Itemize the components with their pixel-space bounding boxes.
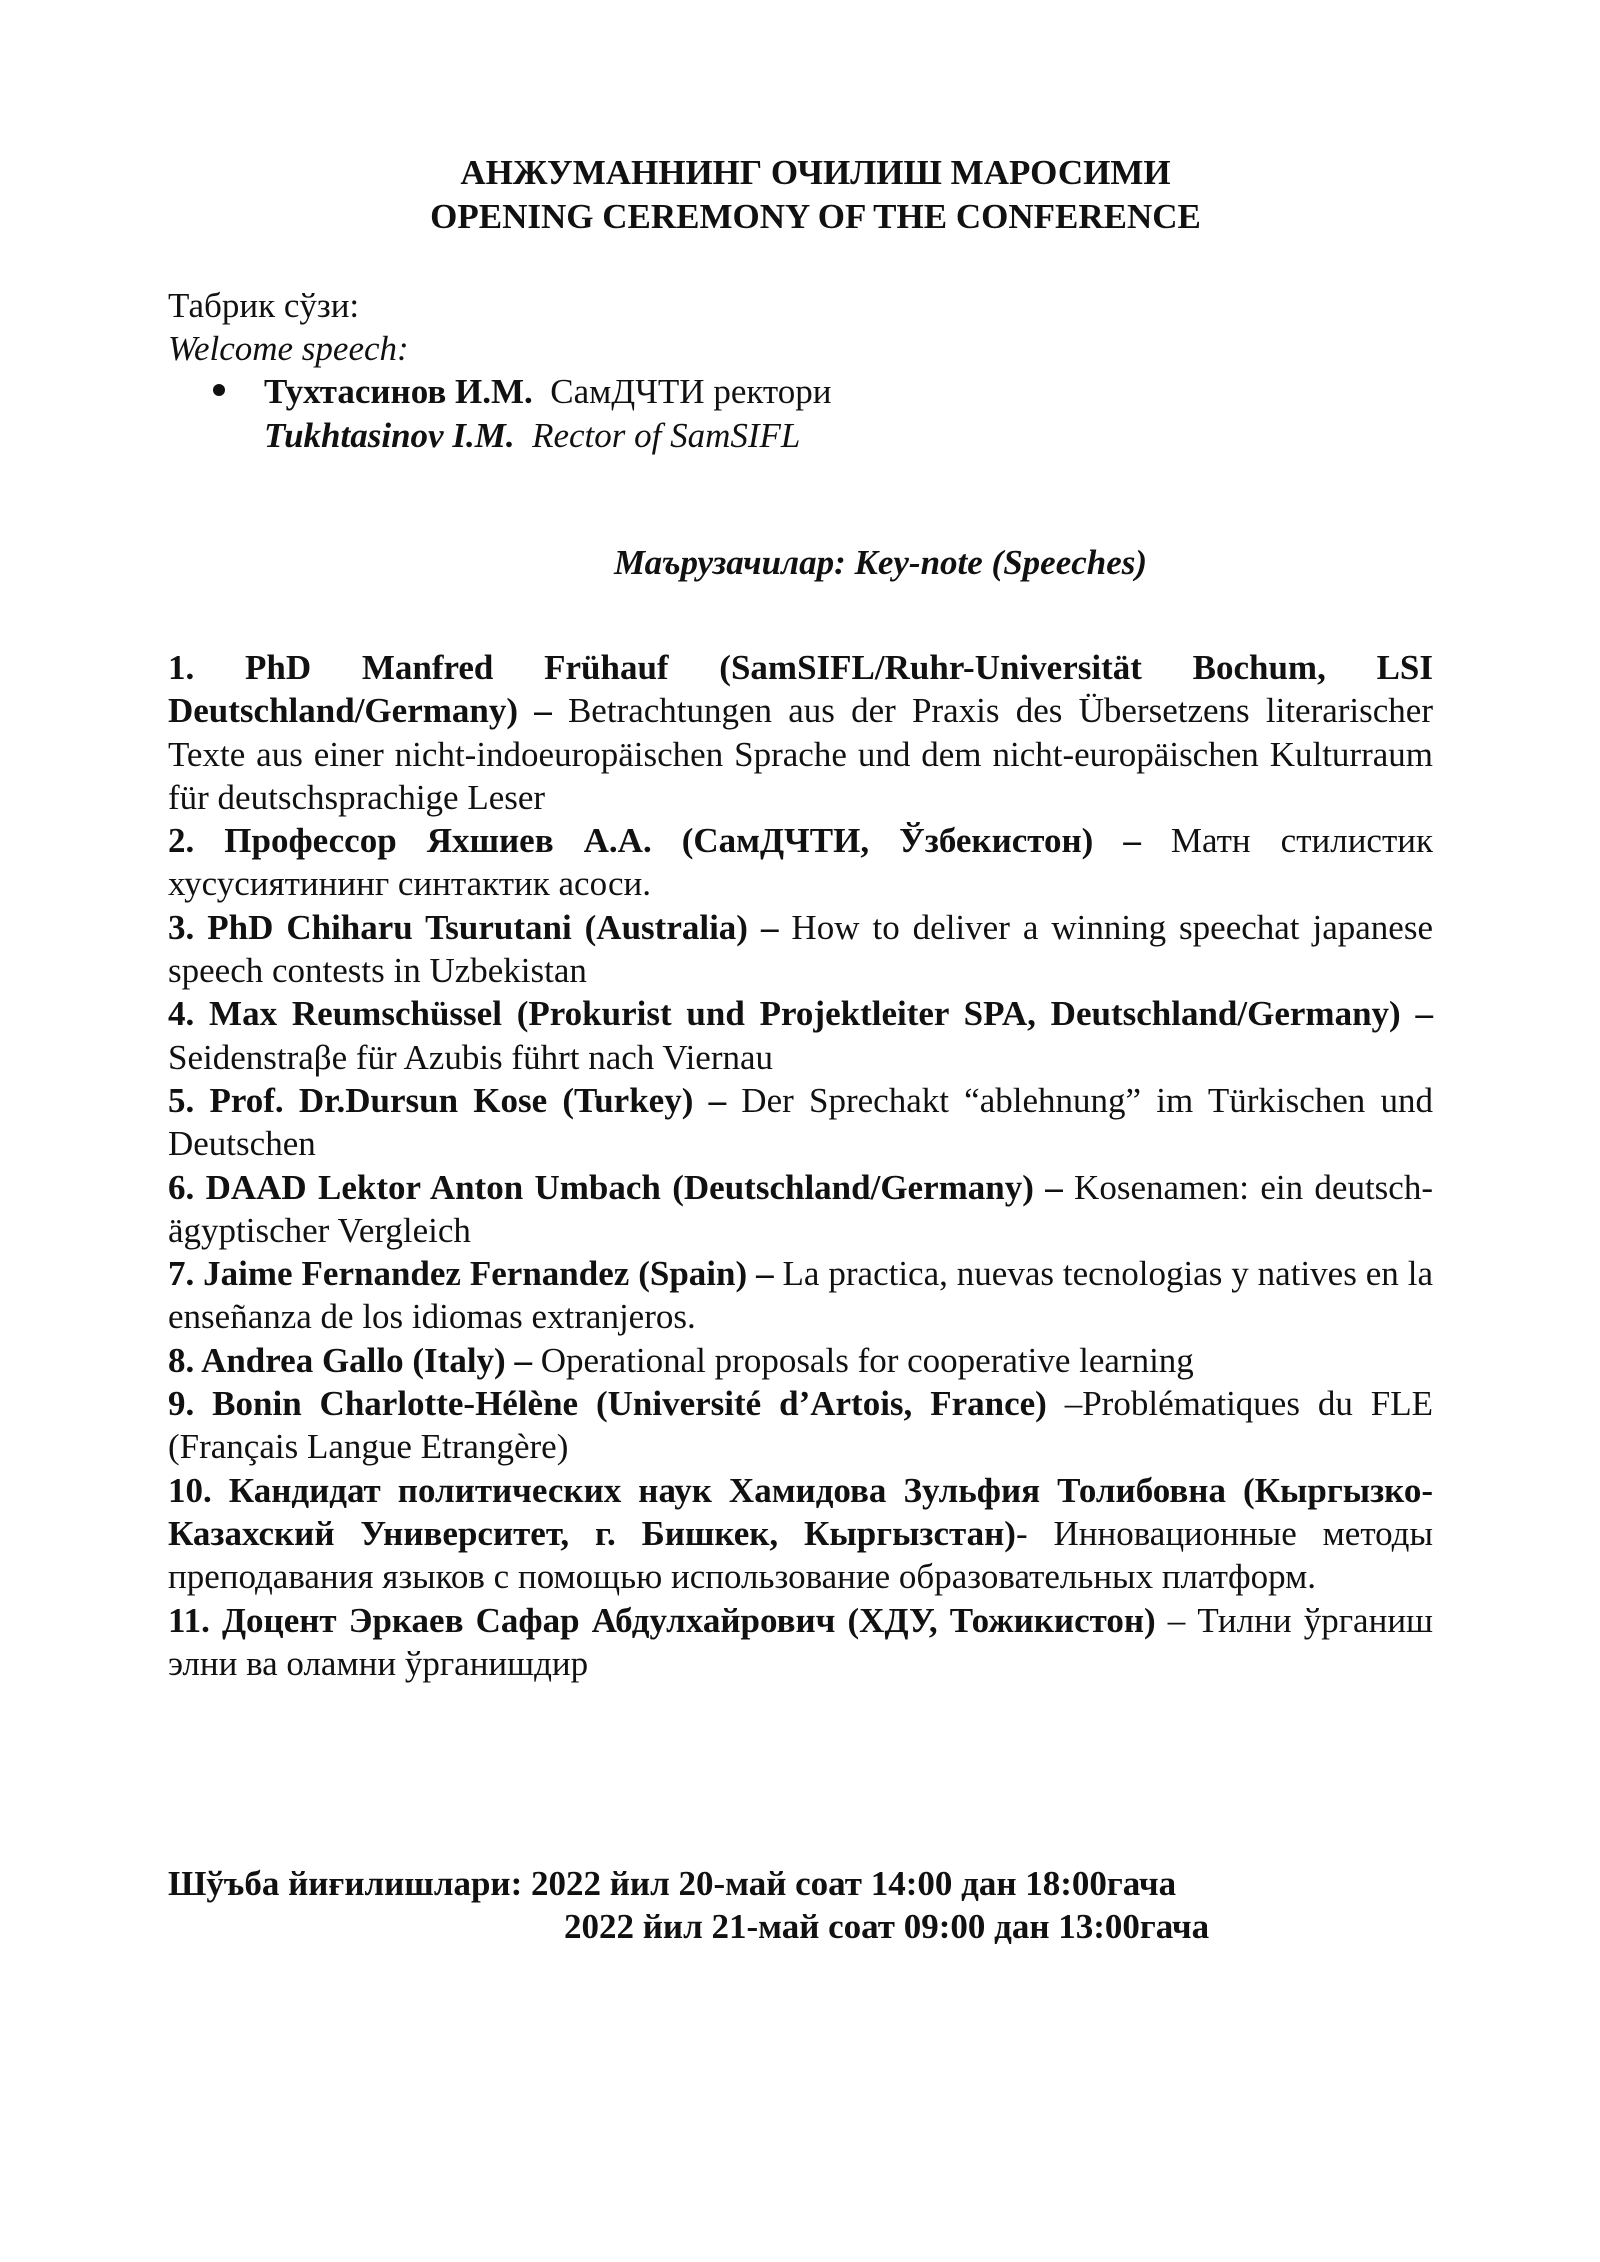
- speaker-item: [168, 1382, 1433, 1469]
- rector-role-uzbek: СамДЧТИ ректори: [550, 372, 832, 411]
- speaker-name: 7. Jaime Fernandez Fernandez (Spain) –: [168, 1254, 774, 1294]
- speaker-name: 4. Max Reumschüssel (Prokurist und Projektleiter SPA, Deutschland/Germany) –: [168, 994, 1433, 1034]
- speaker-name: 11. Доцент Эркаев Сафар Абдулхайрович (ХДУ, Тожикистон): [168, 1600, 1156, 1640]
- speaker-name: 2. Профессор Яхшиев А.А. (СамДЧТИ, Ўзбекистон) –: [168, 821, 1141, 861]
- speaker-name: 6. DAAD Lektor Anton Umbach (Deutschland/Germany) –: [168, 1167, 1063, 1207]
- speaker-topic: – Тилни ўрганиш элни ва оламни ўрганишдир: [168, 1600, 1434, 1683]
- speaker-name: 10. Кандидат политических наук Хамидова Зульфия Толибовна (Кыргызко-Казахский Университет, г. Бишкек, Кыргызстан): [168, 1470, 1433, 1553]
- speaker-item: [168, 646, 1433, 819]
- speaker-topic: Seidenstraβe für Azubis führt nach Viernau: [168, 1037, 774, 1077]
- speaker-topic: Kosenamen: ein deutsch-ägyptischer Vergleich: [168, 1167, 1433, 1250]
- document-page: [168, 0, 1433, 2262]
- speaker-item: [168, 1079, 1433, 1166]
- speaker-topic: –Problématiques du FLE (Français Langue Etrangère): [168, 1384, 1433, 1467]
- speaker-item: [168, 1252, 1433, 1339]
- rector-line-english: [264, 414, 800, 457]
- speaker-topic: Der Sprechakt “ablehnung” im Türkischen und Deutschen: [168, 1080, 1433, 1164]
- speaker-topic: - Инновационные методы преподавания языков с помощью использование образовательных платформ.: [168, 1513, 1433, 1597]
- speaker-topic: Betrachtungen aus der Praxis des Übersetzens literarischer Texte aus einer nicht-indoeuropäischen Sprache und dem nicht-europäischen Kulturraum für deutschsprachige Leser: [168, 691, 1433, 817]
- speaker-name: 3. PhD Chiharu Tsurutani (Australia) –: [168, 907, 779, 947]
- session-line-2: 2022 йил 21-май соат 09:00 дан 13:00гача: [564, 1907, 1210, 1946]
- welcome-label-uzbek: Табрик сўзи:: [168, 286, 360, 325]
- speaker-name: 9. Bonin Charlotte-Hélène (Université d’Artois, France): [168, 1384, 1047, 1424]
- speaker-item: [168, 992, 1433, 1079]
- rector-name-english: Tukhtasinov I.M.: [264, 416, 515, 455]
- speaker-item: [168, 1166, 1433, 1253]
- title-english: OPENING CEREMONY OF THE CONFERENCE: [430, 197, 1201, 236]
- speaker-name: 5. Prof. Dr.Dursun Kose (Turkey) –: [168, 1080, 727, 1120]
- keynote-speaker-list: [168, 646, 1433, 1685]
- speaker-item: [168, 906, 1433, 993]
- bullet-icon: [213, 384, 225, 396]
- speaker-topic: La practica, nuevas tecnologias y natives en la enseñanza de los idiomas extranjeros.: [168, 1254, 1433, 1337]
- speaker-item: [168, 1469, 1433, 1599]
- speaker-name: 1. PhD Manfred Frühauf (SamSIFL/Ruhr-Universität Bochum, LSI Deutschland/Germany) –: [168, 648, 1433, 731]
- speaker-topic: How to deliver a winning speechat japanese speech contests in Uzbekistan: [168, 907, 1433, 991]
- speaker-name: 8. Andrea Gallo (Italy) –: [168, 1340, 532, 1380]
- speaker-item: [168, 1599, 1433, 1686]
- speaker-topic: Матн стилистик хусусиятининг синтактик асоси.: [168, 821, 1433, 904]
- rector-role-english: Rector of SamSIFL: [532, 416, 801, 455]
- rector-line-uzbek: [264, 370, 831, 413]
- speaker-item: [168, 1339, 1433, 1382]
- welcome-label-english: Welcome speech:: [168, 329, 409, 368]
- title-uzbek: АНЖУМАННИНГ ОЧИЛИШ МАРОСИМИ: [460, 153, 1171, 192]
- rector-name-uzbek: Тухтасинов И.М.: [264, 372, 533, 411]
- speaker-item: [168, 819, 1433, 906]
- speaker-topic: Operational proposals for cooperative learning: [531, 1340, 1194, 1380]
- keynote-heading: Маърузачилар: Key-note (Speeches): [613, 543, 1148, 582]
- section-sessions: [168, 1862, 1433, 1948]
- session-line-1: Шўъба йиғилишлари: 2022 йил 20-май соат 14:00 дан 18:00гача: [168, 1864, 1177, 1903]
